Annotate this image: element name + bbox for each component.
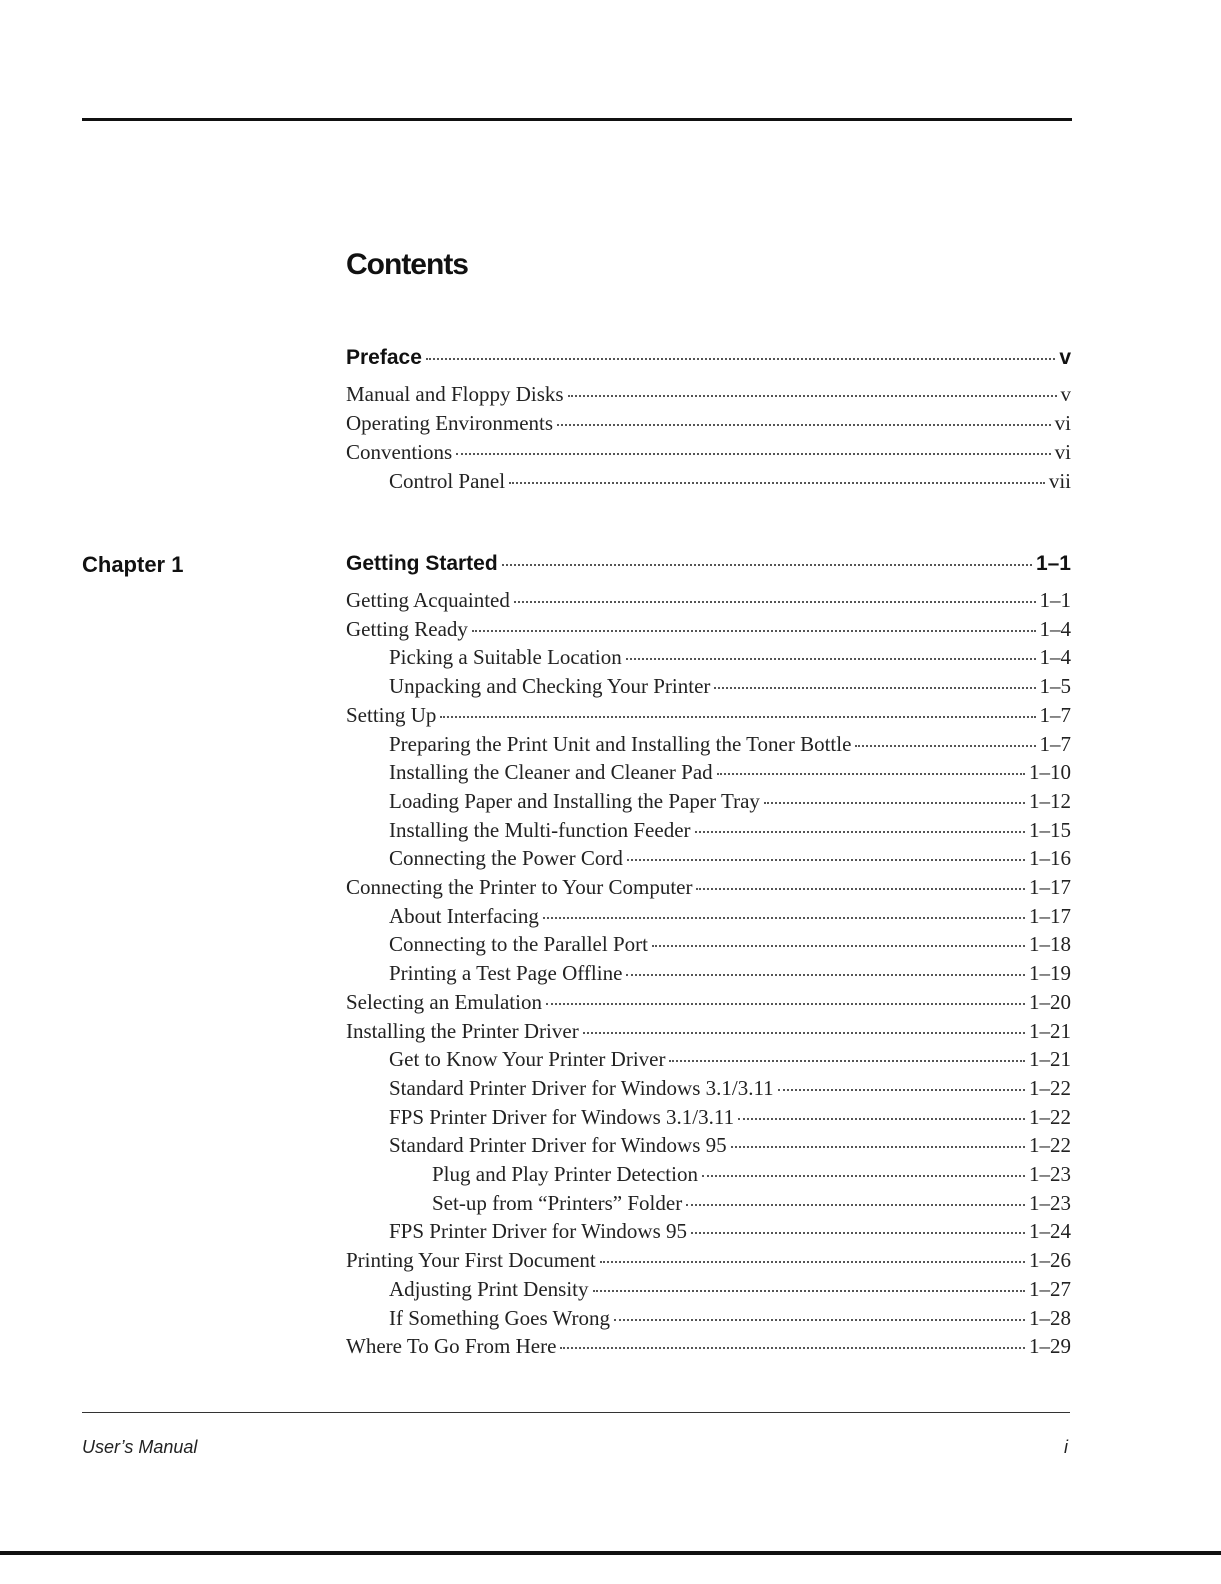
toc-entry-page: vii bbox=[1048, 469, 1071, 493]
toc-leader-dots bbox=[426, 358, 1055, 360]
toc-leader-dots bbox=[695, 831, 1025, 833]
toc-entry-page: 1–24 bbox=[1029, 1219, 1071, 1244]
toc-entry-page: 1–10 bbox=[1029, 760, 1071, 785]
toc-entry bbox=[346, 759, 1071, 785]
toc-entry-label: Preparing the Print Unit and Installing the Toner Bottle bbox=[389, 731, 852, 756]
toc-entry-label: Where To Go From Here bbox=[346, 1334, 557, 1359]
toc-entry-page: 1–17 bbox=[1029, 875, 1071, 899]
toc-entry-label: Preface bbox=[346, 346, 422, 369]
toc-entry bbox=[346, 673, 1071, 699]
toc-entry-label: Getting Acquainted bbox=[346, 588, 510, 612]
toc-entry-label: Installing the Printer Driver bbox=[346, 1018, 579, 1043]
toc-entry-label: Printing Your First Document bbox=[346, 1248, 596, 1273]
toc-entry bbox=[346, 1190, 1071, 1216]
toc-entry-label: Unpacking and Checking Your Printer bbox=[389, 674, 711, 699]
toc-leader-dots bbox=[583, 1032, 1025, 1034]
toc-entry-label: Connecting to the Parallel Port bbox=[389, 932, 648, 957]
toc-entry-label: If Something Goes Wrong bbox=[389, 1305, 610, 1330]
toc-entry-page: vi bbox=[1054, 440, 1071, 464]
toc-entry-page: 1–23 bbox=[1029, 1162, 1071, 1186]
toc-entry bbox=[346, 903, 1071, 929]
toc-entry-label: Loading Paper and Installing the Paper Tray bbox=[389, 788, 760, 813]
toc-entry-label: Manual and Floppy Disks bbox=[346, 382, 564, 406]
toc-leader-dots bbox=[568, 395, 1057, 397]
toc-leader-dots bbox=[600, 1261, 1025, 1263]
toc-entry bbox=[346, 1276, 1071, 1302]
toc-entry bbox=[346, 1218, 1071, 1244]
toc-leader-dots bbox=[778, 1089, 1025, 1091]
toc-entry bbox=[346, 1305, 1071, 1331]
toc-entry-page: 1–22 bbox=[1029, 1104, 1071, 1129]
toc-entry bbox=[346, 702, 1071, 728]
toc-entry-label: Plug and Play Printer Detection bbox=[432, 1162, 698, 1186]
toc-entry-page: 1–5 bbox=[1039, 674, 1071, 699]
toc-leader-dots bbox=[560, 1347, 1025, 1349]
toc-leader-dots bbox=[731, 1146, 1025, 1148]
toc-entry bbox=[346, 644, 1071, 670]
toc-leader-dots bbox=[738, 1118, 1025, 1120]
toc-entry bbox=[346, 817, 1071, 843]
toc-entry-label: Standard Printer Driver for Windows 3.1/3.11 bbox=[389, 1075, 774, 1100]
toc-leader-dots bbox=[557, 424, 1051, 426]
toc-entry bbox=[346, 960, 1071, 986]
toc-entry bbox=[346, 931, 1071, 957]
toc-entry-label: Connecting the Printer to Your Computer bbox=[346, 875, 693, 899]
toc-entry-label: Connecting the Power Cord bbox=[389, 846, 623, 871]
toc-entry bbox=[346, 989, 1071, 1015]
toc-entry-label: Setting Up bbox=[346, 702, 437, 727]
toc-leader-dots bbox=[855, 745, 1035, 747]
toc-entry bbox=[346, 1247, 1071, 1273]
footer-manual-title: User’s Manual bbox=[82, 1437, 198, 1457]
toc-entry-page: 1–22 bbox=[1029, 1075, 1071, 1100]
toc-entry-label: Conventions bbox=[346, 440, 453, 464]
toc-leader-dots bbox=[691, 1232, 1025, 1234]
toc-leader-dots bbox=[514, 601, 1036, 603]
toc-entry-label: Picking a Suitable Location bbox=[389, 645, 622, 670]
toc-entry-label: About Interfacing bbox=[389, 903, 539, 928]
toc-leader-dots bbox=[714, 687, 1035, 689]
toc-leader-dots bbox=[652, 945, 1025, 947]
toc-entry-label: Installing the Cleaner and Cleaner Pad bbox=[389, 760, 713, 785]
toc-entry-page: 1–1 bbox=[1035, 552, 1071, 575]
toc-entry bbox=[346, 345, 1071, 371]
toc-entry-page: 1–7 bbox=[1039, 702, 1071, 727]
toc-entry bbox=[346, 874, 1071, 900]
toc-entry-label: Getting Ready bbox=[346, 616, 468, 641]
toc-leader-dots bbox=[543, 917, 1025, 919]
toc-entry-page: 1–15 bbox=[1029, 817, 1071, 842]
toc-leader-dots bbox=[669, 1060, 1025, 1062]
toc-entry-page: 1–1 bbox=[1039, 588, 1071, 612]
toc-leader-dots bbox=[696, 888, 1025, 890]
toc-entry-page: 1–21 bbox=[1029, 1047, 1071, 1072]
toc-entry-label: Get to Know Your Printer Driver bbox=[389, 1047, 666, 1072]
toc-entry-label: FPS Printer Driver for Windows 95 bbox=[389, 1219, 688, 1244]
chapter-label: Chapter 1 bbox=[82, 552, 184, 577]
toc-entry-page: 1–4 bbox=[1039, 616, 1071, 641]
toc-entry bbox=[346, 439, 1071, 465]
toc-entry-page: 1–26 bbox=[1029, 1248, 1071, 1273]
toc-entry bbox=[346, 1132, 1071, 1158]
toc-entry bbox=[346, 1046, 1071, 1072]
toc-entry-page: 1–4 bbox=[1039, 645, 1071, 670]
toc-entry-page: 1–29 bbox=[1029, 1334, 1071, 1359]
toc-entry-page: 1–22 bbox=[1029, 1133, 1071, 1158]
toc-leader-dots bbox=[702, 1175, 1025, 1177]
toc-entry-label: Control Panel bbox=[389, 469, 506, 493]
top-rule bbox=[82, 118, 1072, 121]
toc-leader-dots bbox=[472, 630, 1036, 632]
toc-leader-dots bbox=[686, 1204, 1025, 1206]
toc-entry-page: 1–20 bbox=[1029, 989, 1071, 1014]
toc-entry-label: Selecting an Emulation bbox=[346, 989, 542, 1014]
toc-entry-page: 1–12 bbox=[1029, 788, 1071, 813]
toc-entry bbox=[346, 551, 1071, 577]
toc-entry-label: FPS Printer Driver for Windows 3.1/3.11 bbox=[389, 1104, 735, 1129]
footer-page-number: i bbox=[1064, 1437, 1068, 1457]
toc-entry-page: 1–16 bbox=[1029, 846, 1071, 871]
toc-entry-label: Set-up from “Printers” Folder bbox=[432, 1190, 683, 1215]
toc-entry bbox=[346, 616, 1071, 642]
toc-entry bbox=[346, 1018, 1071, 1044]
toc-entry bbox=[346, 587, 1071, 613]
toc-entry-page: v bbox=[1059, 346, 1071, 369]
toc-leader-dots bbox=[509, 482, 1045, 484]
page-title: Contents bbox=[346, 248, 468, 281]
toc-leader-dots bbox=[440, 716, 1035, 718]
toc-leader-dots bbox=[627, 859, 1025, 861]
toc-leader-dots bbox=[546, 1003, 1025, 1005]
toc-entry-label: Operating Environments bbox=[346, 411, 554, 435]
toc-entry-label: Installing the Multi-function Feeder bbox=[389, 817, 691, 842]
toc-entry-label: Printing a Test Page Offline bbox=[389, 961, 623, 986]
toc-leader-dots bbox=[593, 1290, 1025, 1292]
toc-entry-page: 1–18 bbox=[1029, 932, 1071, 957]
toc-entry-page: v bbox=[1060, 382, 1071, 406]
toc-entry-page: 1–7 bbox=[1039, 731, 1071, 756]
toc-entry-page: 1–27 bbox=[1029, 1276, 1071, 1301]
toc-entry-label: Getting Started bbox=[346, 552, 498, 575]
toc-entry-page: 1–28 bbox=[1029, 1305, 1071, 1330]
toc-leader-dots bbox=[502, 564, 1032, 566]
toc-leader-dots bbox=[717, 773, 1025, 775]
toc-leader-dots bbox=[626, 658, 1036, 660]
toc-entry bbox=[346, 1104, 1071, 1130]
toc-entry bbox=[346, 788, 1071, 814]
toc-entry-label: Adjusting Print Density bbox=[389, 1276, 589, 1301]
bottom-rule bbox=[82, 1412, 1070, 1413]
toc-entry-page: vi bbox=[1054, 411, 1071, 435]
toc-entry bbox=[346, 845, 1071, 871]
toc-entry bbox=[346, 381, 1071, 407]
scan-edge bbox=[0, 1551, 1221, 1555]
toc-entry bbox=[346, 410, 1071, 436]
toc-leader-dots bbox=[614, 1319, 1025, 1321]
toc-entry bbox=[346, 468, 1071, 494]
toc-entry bbox=[346, 1333, 1071, 1359]
toc-entry-label: Standard Printer Driver for Windows 95 bbox=[389, 1133, 727, 1158]
toc-entry bbox=[346, 1075, 1071, 1101]
toc-entry-page: 1–19 bbox=[1029, 961, 1071, 986]
toc-entry-page: 1–21 bbox=[1029, 1018, 1071, 1043]
toc-leader-dots bbox=[456, 453, 1050, 455]
toc-leader-dots bbox=[626, 974, 1025, 976]
toc-entry bbox=[346, 1161, 1071, 1187]
toc-entry-page: 1–17 bbox=[1029, 903, 1071, 928]
toc-entry-page: 1–23 bbox=[1029, 1190, 1071, 1215]
toc-leader-dots bbox=[764, 802, 1025, 804]
toc-entry bbox=[346, 731, 1071, 757]
